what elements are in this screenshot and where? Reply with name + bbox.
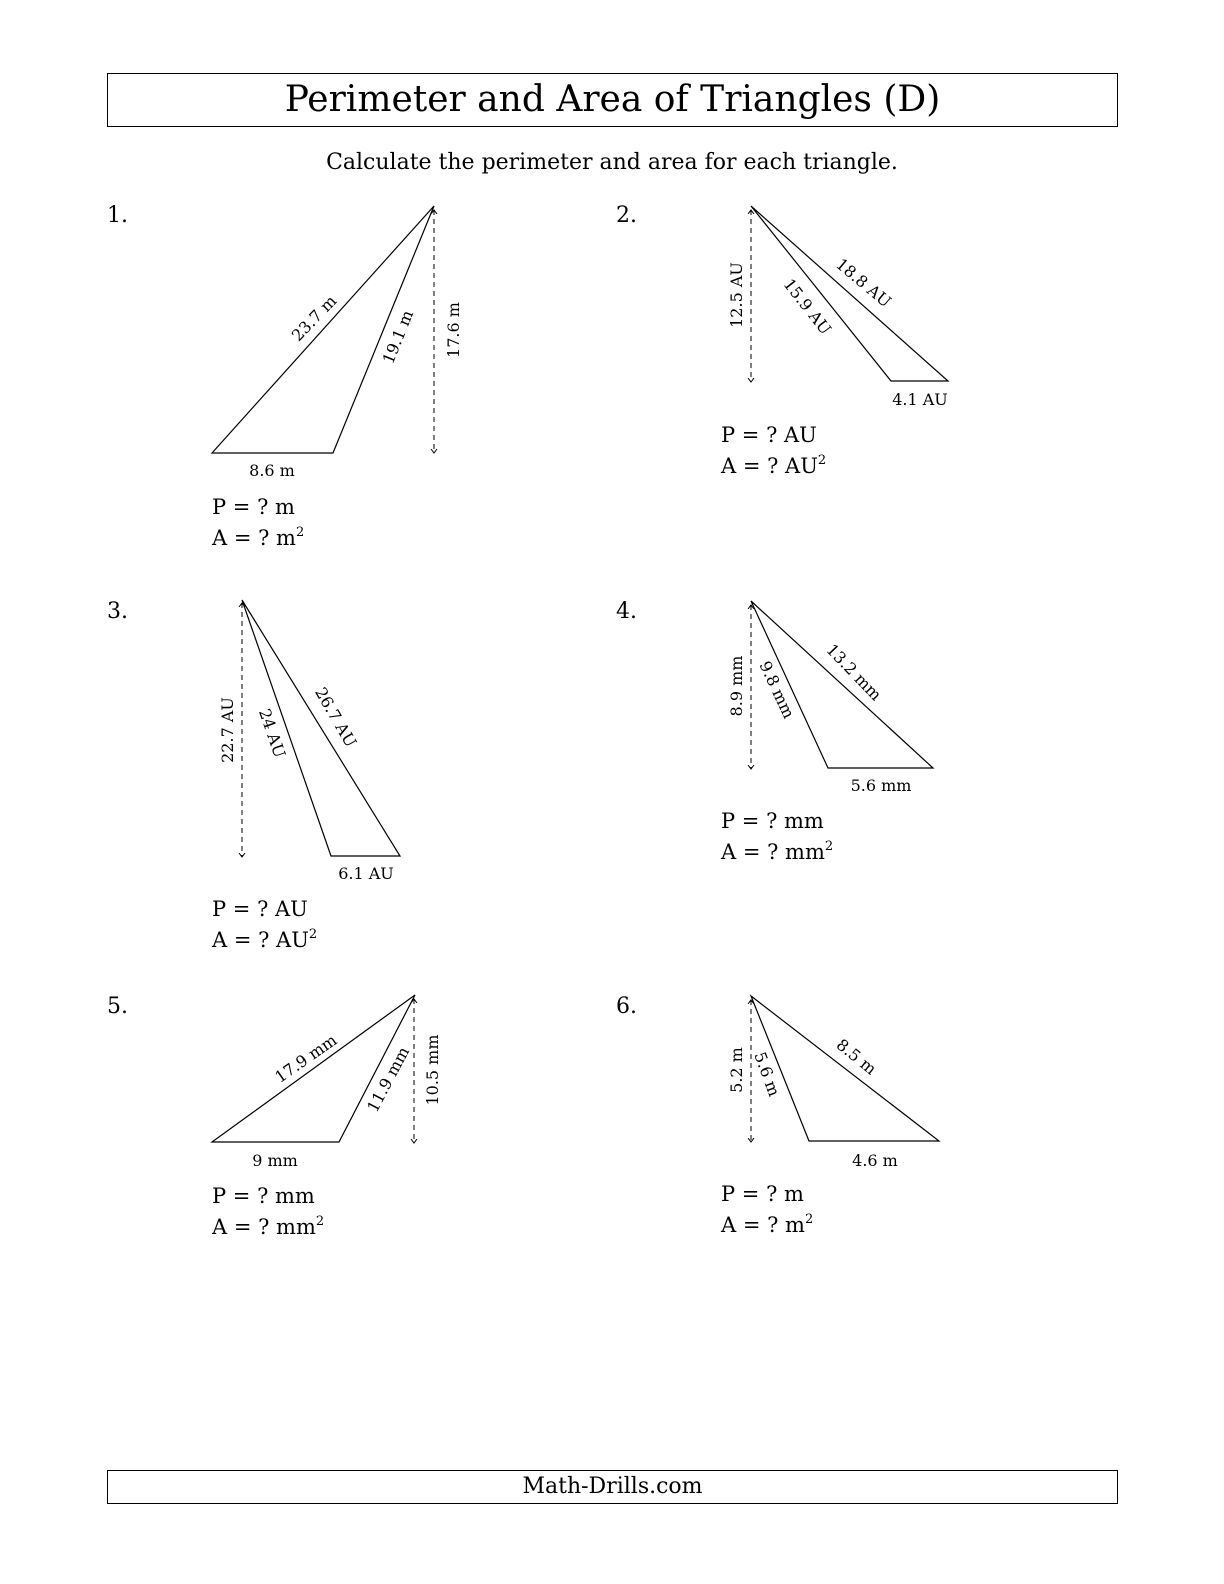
- problem-6-perimeter: P = ? m: [721, 1182, 804, 1206]
- problem-1-left-side-label: 23.7 m: [287, 291, 341, 345]
- problem-3-base-label: 6.1 AU: [338, 864, 394, 883]
- problem-2-figure: [727, 206, 948, 409]
- problem-3-area: [212, 928, 317, 951]
- problem-2-area: [721, 454, 826, 477]
- problem-5-base-label: 9 mm: [252, 1151, 298, 1170]
- problem-3-perimeter: P = ? AU: [212, 897, 308, 921]
- problem-6-number: 6.: [616, 994, 637, 1019]
- problem-1-number: 1.: [107, 203, 128, 228]
- problem-6-figure: [727, 996, 939, 1170]
- problem-5-number: 5.: [107, 994, 128, 1019]
- problem-1-area-label: A = ? m: [212, 526, 296, 550]
- problem-2-area-label: A = ? AU: [721, 454, 818, 478]
- problem-2-height-label: 12.5 AU: [727, 262, 746, 328]
- problem-3-figure: [218, 600, 400, 883]
- problem-2-area-exponent: 2: [817, 453, 827, 468]
- footer-box: [107, 1470, 1118, 1504]
- problem-1-area: [212, 526, 304, 549]
- problem-4-height-label: 8.9 mm: [727, 655, 746, 717]
- problem-2-left-side-label: 15.9 AU: [779, 274, 836, 339]
- problem-3-right-side-label: 26.7 AU: [311, 684, 361, 751]
- instructions: Calculate the perimeter and area for each triangle.: [326, 150, 898, 175]
- problem-3-area-exponent: 2: [308, 927, 318, 942]
- problem-1-right-side-label: 19.1 m: [378, 307, 418, 367]
- problem-1-triangle: [212, 206, 434, 453]
- problem-5-area-exponent: 2: [315, 1214, 325, 1229]
- problem-3-height-label: 22.7 AU: [218, 697, 237, 763]
- problem-4-number: 4.: [616, 599, 637, 624]
- problem-3-number: 3.: [107, 599, 128, 624]
- problem-4-area-label: A = ? mm: [721, 840, 825, 864]
- problem-1-perimeter: P = ? m: [212, 495, 295, 519]
- problem-3-triangle: [242, 600, 400, 856]
- problem-2-right-side-label: 18.8 AU: [832, 254, 895, 312]
- problem-2-base-label: 4.1 AU: [892, 390, 948, 409]
- problem-5-perimeter: P = ? mm: [212, 1184, 315, 1208]
- problem-2-number: 2.: [616, 203, 637, 228]
- page-title: Perimeter and Area of Triangles (D): [284, 79, 941, 120]
- problem-5-right-side-label: 11.9 mm: [363, 1043, 414, 1116]
- problem-6-base-label: 4.6 m: [852, 1151, 898, 1170]
- problem-3-area-label: A = ? AU: [212, 928, 309, 952]
- problem-3-left-side-label: 24 AU: [254, 706, 290, 761]
- title-box: [107, 73, 1118, 127]
- problem-4-figure: [727, 601, 933, 795]
- problem-5-area: [212, 1215, 324, 1238]
- problem-2-perimeter: P = ? AU: [721, 423, 817, 447]
- problem-4-perimeter: P = ? mm: [721, 809, 824, 833]
- problem-5-area-label: A = ? mm: [212, 1215, 316, 1239]
- problem-4-triangle: [751, 601, 933, 768]
- problem-1-height-label: 17.6 m: [444, 302, 463, 358]
- problem-4-right-side-label: 13.2 mm: [822, 640, 886, 705]
- problem-6-area-label: A = ? m: [721, 1213, 805, 1237]
- problem-1-area-exponent: 2: [295, 525, 305, 540]
- problem-1-base-label: 8.6 m: [249, 461, 295, 480]
- problem-5-triangle: [212, 995, 415, 1142]
- problem-2-triangle: [751, 206, 948, 381]
- problem-6-height-label: 5.2 m: [727, 1047, 746, 1093]
- problem-6-left-side-label: 5.6 m: [750, 1049, 784, 1099]
- problem-4-area-exponent: 2: [824, 839, 834, 854]
- problem-4-base-label: 5.6 mm: [850, 776, 912, 795]
- problem-6-right-side-label: 8.5 m: [832, 1034, 881, 1079]
- problem-6-triangle: [751, 996, 939, 1141]
- problem-6-area: [721, 1213, 813, 1236]
- problem-4-left-side-label: 9.8 mm: [755, 658, 799, 722]
- problem-5-height-label: 10.5 mm: [423, 1034, 442, 1106]
- problem-5-left-side-label: 17.9 mm: [271, 1030, 341, 1087]
- problem-6-area-exponent: 2: [804, 1212, 814, 1227]
- footer-site: Math-Drills.com: [522, 1474, 703, 1499]
- problem-1-figure: [212, 206, 463, 480]
- problem-4-area: [721, 840, 833, 863]
- problem-5-figure: [212, 995, 442, 1170]
